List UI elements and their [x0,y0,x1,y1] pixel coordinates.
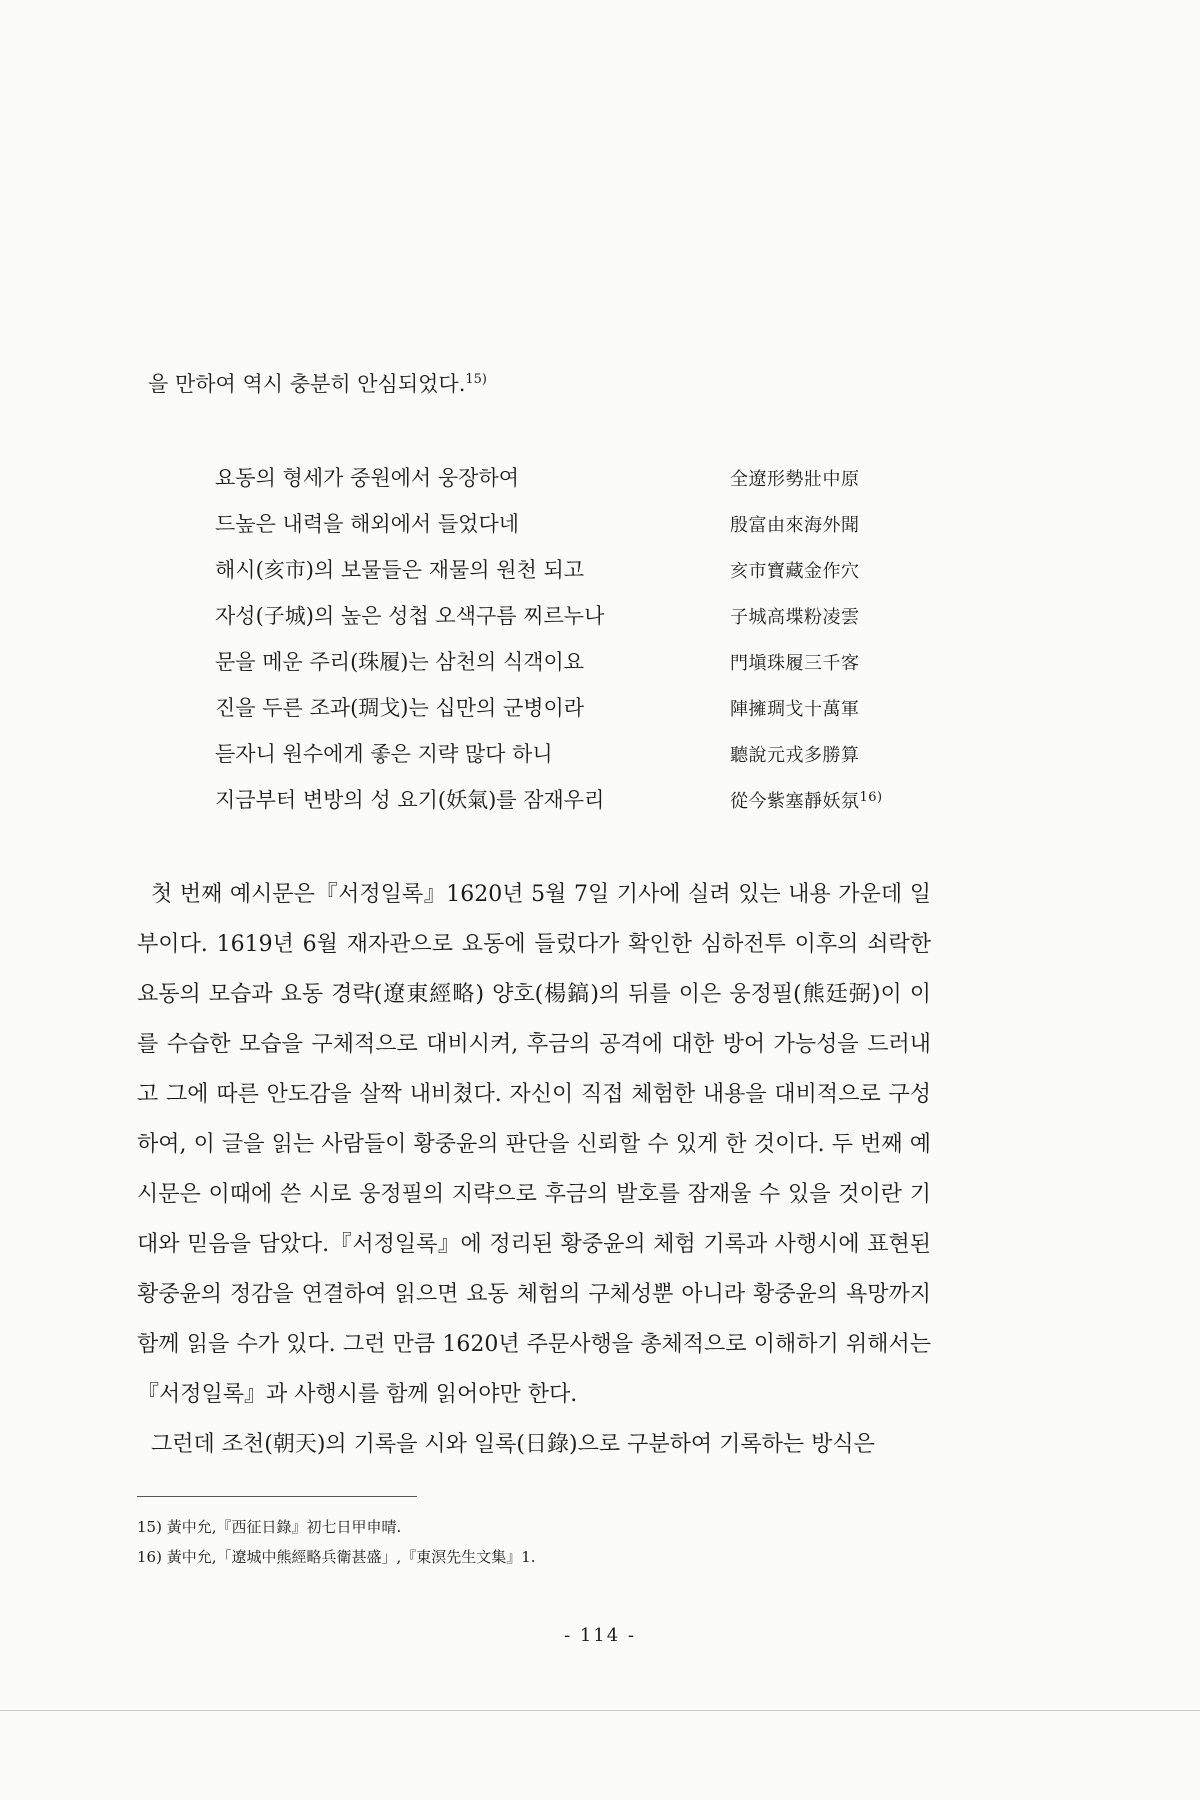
poem-line [0,739,1200,785]
poem-chinese-text: 從今紫塞靜妖氛 [730,791,860,812]
poem-korean: 해시(亥市)의 보물들은 재물의 원천 되고 [215,558,585,582]
poem-line [0,555,1200,601]
continuation-text: 을 만하여 역시 충분히 안심되었다. [148,372,466,396]
poem-line [0,785,1200,831]
footnote-ref-15: 15) [465,372,488,387]
scan-edge-divider [0,1710,1200,1711]
poem-korean: 요동의 형세가 중원에서 웅장하여 [215,466,520,490]
paragraph: 그런데 조천(朝天)의 기록을 시와 일록(日錄)으로 구분하여 기록하는 방식은 [151,1432,875,1457]
poem-line [0,693,1200,739]
poem-block [0,463,1200,831]
footnote-divider [137,1496,417,1497]
poem-chinese: 陣擁琱戈十萬軍 [730,699,860,720]
footnote-15: 15) 黃中允,『西征日錄』初七日甲申晴. [137,1518,402,1536]
paragraph: 첫 번째 예시문은『서정일록』1620년 5월 7일 기사에 실려 있는 내용 가운데 일부이다. 1619년 6월 재자관으로 요동에 들렀다가 확인한 심하전투 이후의 쇠락한 요동의 모습과 요동 경략(遼東經略) 양호(楊鎬)의 뒤를 이은 웅정필(熊廷弼)이 이를 수습한 모습을 구체적으로 대비시켜, 후금의 공격에 대한 방어 가능성을 드러내고 그에 따른 안도감을 살짝 내비쳤다. 자신이 직접 체험한 내용을 대비적으로 구성하여, 이 글을 읽는 사람들이 황중윤의 판단을 신뢰할 수 있게 한 것이다. 두 번째 예시문은 이때에 쓴 시로 웅정필의 지략으로 후금의 발호를 잠재울 수 있을 것이란 기대와 믿음을 담았다.『서정일록』에 정리된 황중윤의 체험 기록과 사행시에 표현된 황중윤의 정감을 연결하여 읽으면 요동 체험의 구체성뿐 아니라 황중윤의 욕망까지 함께 읽을 수가 있다. 그런 만큼 1620년 주문사행을 총체적으로 이해하기 위해서는『서정일록』과 사행시를 함께 읽어야만 한다. [137,882,931,1407]
poem-chinese: 殷富由來海外聞 [730,515,860,536]
poem-chinese: 門塡珠履三千客 [730,653,860,674]
poem-chinese: 子城高堞粉凌雲 [730,607,860,628]
poem-korean: 지금부터 변방의 성 요기(妖氣)를 잠재우리 [215,788,605,812]
poem-chinese-last [730,787,883,817]
footnote-ref-16: 16) [859,790,883,805]
continuation-line [148,369,487,399]
page-number: - 114 - [564,1625,636,1646]
poem-korean: 문을 메운 주리(珠履)는 삼천의 식객이요 [215,650,585,674]
footnotes [137,1512,536,1572]
poem-chinese: 亥市寶藏金作穴 [730,561,860,582]
poem-chinese: 全遼形勢壯中原 [730,469,860,490]
poem-korean: 자성(子城)의 높은 성첩 오색구름 찌르누나 [215,604,605,628]
poem-korean: 드높은 내력을 해외에서 들었다네 [215,512,520,536]
poem-line [0,647,1200,693]
footnote-16: 16) 黃中允,「遼城中熊經略兵衛甚盛」,『東溟先生文集』1. [137,1548,536,1566]
poem-chinese: 聽說元戎多勝算 [730,745,860,766]
poem-line [0,509,1200,555]
poem-line [0,601,1200,647]
poem-korean: 듣자니 원수에게 좋은 지략 많다 하니 [215,742,553,766]
body-text [137,870,931,1470]
poem-korean: 진을 두른 조과(琱戈)는 십만의 군병이라 [215,696,585,720]
poem-line [0,463,1200,509]
